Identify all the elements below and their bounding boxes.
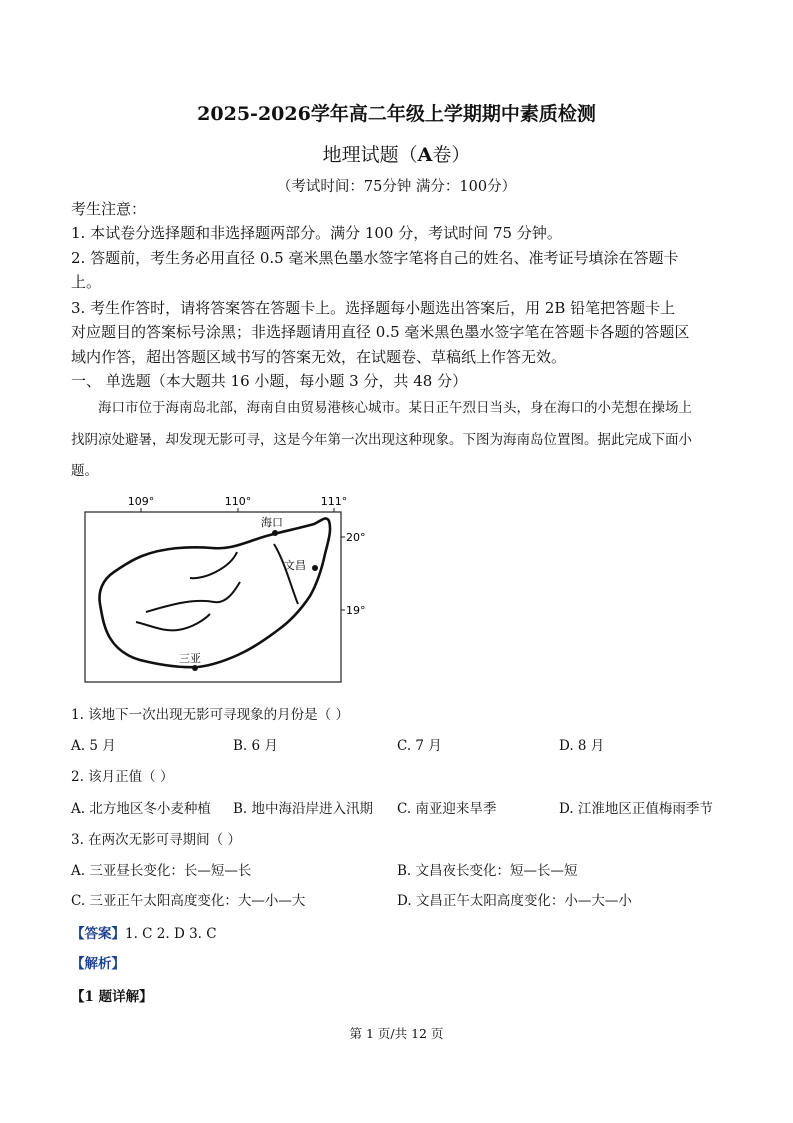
question-2-option-d: D. 江淮地区正值梅雨季节 — [559, 801, 713, 817]
question-2-option-a: A. 北方地区冬小麦种植 — [71, 801, 211, 817]
notice-item-3-line-3: 域内作答，超出答题区域书写的答案无效，在试题卷、草稿纸上作答无效。 — [71, 348, 567, 366]
question-2-option-b: B. 地中海沿岸进入汛期 — [233, 801, 374, 817]
haikou-dot — [272, 530, 278, 536]
question-1-option-d: D. 8 月 — [559, 738, 605, 754]
wenchang-label: 文昌 — [284, 559, 306, 572]
passage-line-1: 海口市位于海南岛北部，海南自由贸易港核心城市。某日正午烈日当头，身在海口的小芜想在操场上 — [98, 400, 692, 416]
subtitle-tail: 卷） — [432, 144, 471, 166]
notice-heading: 考生注意： — [71, 200, 147, 218]
exam-meta: （考试时间：75分钟 满分：100分） — [276, 179, 517, 195]
question-1-option-a: A. 5 月 — [71, 738, 116, 754]
question-2-stem: 2. 该月正值（ ） — [71, 769, 174, 785]
notice-item-2-line-2: 上。 — [71, 273, 102, 291]
subtitle-bold: A — [417, 144, 433, 166]
section-heading: 一、 单选题（本大题共 16 小题，每小题 3 分，共 48 分） — [71, 372, 468, 390]
question-1-stem: 1. 该地下一次出现无影可寻现象的月份是（ ） — [71, 707, 349, 723]
analysis-label: 【解析】 — [71, 956, 125, 972]
subtitle-main: 地理试题（ — [322, 144, 418, 166]
question-1-option-c: C. 7 月 — [397, 738, 442, 754]
answer-text: 1. C 2. D 3. C — [125, 926, 217, 942]
notice-item-2-line-1: 2. 答题前，考生务必用直径 0.5 毫米黑色墨水签字笔将自己的姓名、准考证号填涂在答题卡 — [71, 249, 679, 267]
exam-title: 2025-2026学年高二年级上学期期中素质检测 — [197, 103, 596, 125]
lon-label-111: 111° — [320, 495, 348, 508]
river-north — [190, 552, 237, 578]
notice-item-3-line-2: 对应题目的答案标号涂黑；非选择题请用直径 0.5 毫米黑色墨水签字笔在答题卡各题的答题区 — [71, 323, 690, 341]
passage-line-2: 找阴凉处避暑，却发现无影可寻，这是今年第一次出现这种现象。下图为海南岛位置图。据此完成下面小 — [71, 432, 692, 448]
question-1-option-b: B. 6 月 — [233, 738, 278, 754]
answer-label: 【答案】 — [71, 926, 125, 942]
hainan-coastline — [100, 518, 331, 667]
exam-subtitle — [0, 140, 793, 167]
river-south — [136, 614, 210, 630]
question-3-option-b: B. 文昌夜长变化：短—长—短 — [397, 863, 578, 879]
river-east — [274, 544, 298, 604]
analysis-detail-heading: 【1 题详解】 — [71, 989, 153, 1005]
question-3-option-d: D. 文昌正午太阳高度变化：小—大—小 — [397, 893, 632, 909]
hainan-map — [80, 490, 380, 690]
lon-label-109: 109° — [127, 495, 155, 508]
river-middle — [146, 582, 240, 612]
passage-line-3: 题。 — [71, 463, 98, 479]
lon-label-110: 110° — [224, 495, 252, 508]
notice-item-1: 1. 本试卷分选择题和非选择题两部分。满分 100 分，考试时间 75 分钟。 — [71, 224, 562, 242]
question-2-option-c: C. 南亚迎来旱季 — [397, 801, 497, 817]
page-footer: 第 1 页/共 12 页 — [349, 1026, 444, 1041]
wenchang-dot — [312, 565, 318, 571]
haikou-label: 海口 — [261, 516, 283, 529]
question-3-stem: 3. 在两次无影可寻期间（ ） — [71, 832, 241, 848]
answer-row — [71, 922, 217, 942]
map-frame — [85, 512, 341, 682]
question-3-option-c: C. 三亚正午太阳高度变化：大—小—大 — [71, 893, 306, 909]
sanya-dot — [192, 665, 198, 671]
sanya-label: 三亚 — [179, 652, 201, 665]
lat-label-20: 20° — [346, 531, 366, 544]
lat-label-19: 19° — [346, 604, 366, 617]
notice-item-3-line-1: 3. 考生作答时，请将答案答在答题卡上。选择题每小题选出答案后，用 2B 铅笔把答题卡上 — [71, 299, 676, 317]
question-3-option-a: A. 三亚昼长变化：长—短—长 — [71, 863, 252, 879]
